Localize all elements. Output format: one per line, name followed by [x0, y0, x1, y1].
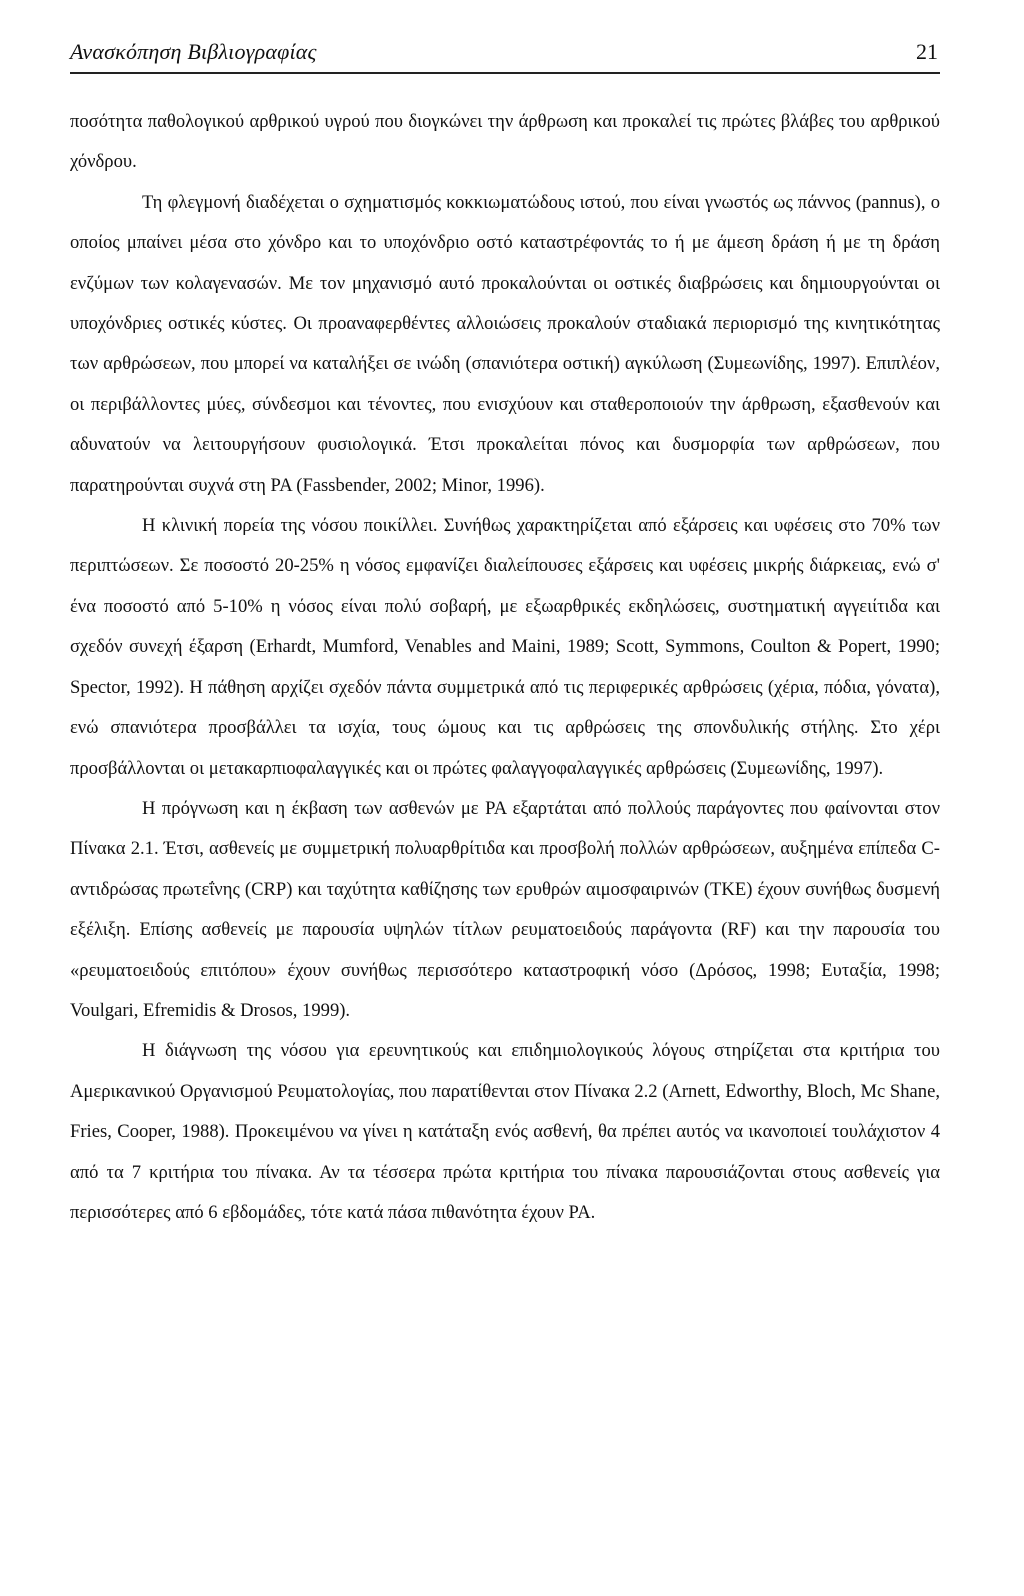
paragraph-continuation: ποσότητα παθολογικού αρθρικού υγρού που διογκώνει την άρθρωση και προκαλεί τις πρώτες βλάβες του αρθρικού χόνδρου.	[70, 111, 940, 173]
document-page	[70, 38, 940, 1233]
paragraph-prognosis: Η πρόγνωση και η έκβαση των ασθενών με ΡΑ εξαρτάται από πολλούς παράγοντες που φαίνονται στον Πίνακα 2.1. Έτσι, ασθενείς με συμμετρική πολυαρθρίτιδα και προσβολή πολλών αρθρώσεων, αυξημένα επίπεδα C-αντιδρώσας πρωτεΐνης (CRP) και ταχύτητα καθίζησης των ερυθρών αιμοσφαιρινών (ΤΚΕ) έχουν συνήθως δυσμενή εξέλιξη. Επίσης ασθενείς με παρουσία υψηλών τίτλων ρευματοειδούς παράγοντα (RF) και την παρουσία του «ρευματοειδούς επιτόπου» έχουν συνήθως περισσότερο καταστροφική νόσο (Δρόσος, 1998; Ευταξία, 1998; Voulgari, Efremidis & Drosos, 1999).	[70, 797, 940, 1021]
paragraph-clinical-course: Η κλινική πορεία της νόσου ποικίλλει. Συνήθως χαρακτηρίζεται από εξάρσεις και υφέσεις στο 70% των περιπτώσεων. Σε ποσοστό 20-25% η νόσος εμφανίζει διαλείπουσες εξάρσεις και υφέσεις μικρής διάρκειας, ενώ σ' ένα ποσοστό από 5-10% η νόσος είναι πολύ σοβαρή, με εξωαρθρικές εκδηλώσεις, συστηματική αγγειίτιδα και σχεδόν συνεχή έξαρση (Erhardt, Mumford, Venables and Maini, 1989; Scott, Symmons, Coulton & Popert, 1990; Spector, 1992). Η πάθηση αρχίζει σχεδόν πάντα συμμετρικά από τις περιφερικές αρθρώσεις (χέρια, πόδια, γόνατα), ενώ σπανιότερα προσβάλλει τα ισχία, τους ώμους και τις αρθρώσεις της σπονδυλικής στήλης. Στο χέρι προσβάλλονται οι μετακαρπιοφαλαγγικές και οι πρώτες φαλαγγοφαλαγγικές αρθρώσεις (Συμεωνίδης, 1997).	[70, 515, 940, 779]
body-text	[70, 102, 940, 1233]
running-title: Ανασκόπηση Βιβλιογραφίας	[70, 39, 317, 64]
running-header	[70, 38, 940, 74]
paragraph-diagnosis: Η διάγνωση της νόσου για ερευνητικούς και επιδημιολογικούς λόγους στηρίζεται στα κριτήρια του Αμερικανικού Οργανισμού Ρευματολογίας, που παρατίθενται στον Πίνακα 2.2 (Arnett, Edworthy, Bloch, Mc Shane, Fries, Cooper, 1988). Προκειμένου να γίνει η κατάταξη ενός ασθενή, θα πρέπει αυτός να ικανοποιεί τουλάχιστον 4 από τα 7 κριτήρια του πίνακα. Αν τα τέσσερα πρώτα κριτήρια του πίνακα παρουσιάζονται στους ασθενείς για περισσότερες από 6 εβδομάδες, τότε κατά πάσα πιθανότητα έχουν ΡΑ.	[70, 1040, 940, 1223]
paragraph-pannus: Τη φλεγμονή διαδέχεται ο σχηματισμός κοκκιωματώδους ιστού, που είναι γνωστός ως πάννος (pannus), ο οποίος μπαίνει μέσα στο χόνδρο και το υποχόνδριο οστό καταστρέφοντάς το ή με άμεση δράση ή με τη δράση ενζύμων των κολαγενασών. Με τον μηχανισμό αυτό προκαλούνται οι οστικές διαβρώσεις και δημιουργούνται οι υποχόνδριες οστικές κύστες. Οι προαναφερθέντες αλλοιώσεις προκαλούν σταδιακά περιορισμό της κινητικότητας των αρθρώσεων, που μπορεί να καταλήξει σε ινώδη (σπανιότερα οστική) αγκύλωση (Συμεωνίδης, 1997). Επιπλέον, οι περιβάλλοντες μύες, σύνδεσμοι και τένοντες, που ενισχύουν και σταθεροποιούν την άρθρωση, εξασθενούν και αδυνατούν να λειτουργήσουν φυσιολογικά. Έτσι προκαλείται πόνος και δυσμορφία των αρθρώσεων, που παρατηρούνται συχνά στη ΡΑ (Fassbender, 2002; Minor, 1996).	[70, 191, 940, 496]
page-number: 21	[916, 39, 938, 64]
